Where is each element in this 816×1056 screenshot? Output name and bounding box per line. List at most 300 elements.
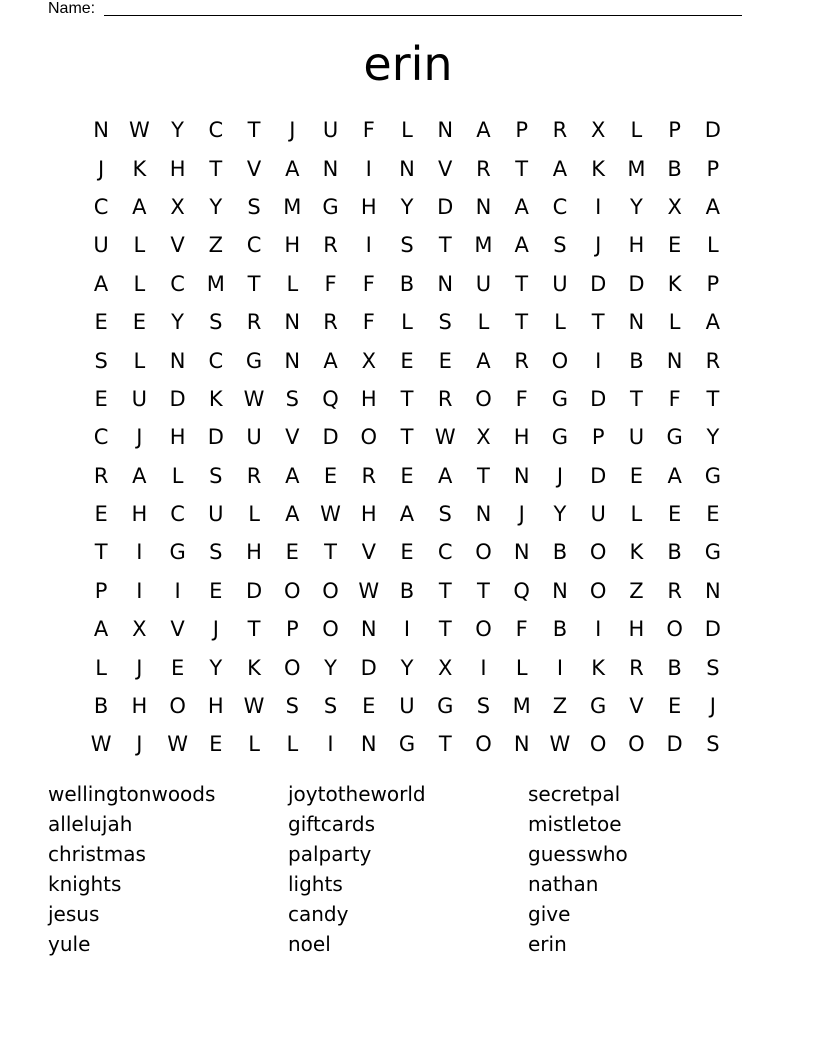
grid-letter: X [667,194,682,219]
grid-letter: T [438,617,452,642]
grid-letter: A [285,463,300,488]
grid-row [82,457,732,495]
grid-letter: D [207,425,224,450]
grid-letter: J [98,156,105,181]
grid-letter: N [169,348,186,373]
grid-letter: L [554,310,566,335]
grid-letter: D [590,463,607,488]
grid-letter: G [322,194,339,219]
grid-letter: W [90,732,112,757]
grid-letter: O [475,617,492,642]
grid-letter: Y [324,655,337,680]
grid-letter: L [248,502,260,527]
grid-letter: D [628,271,645,296]
grid-letter: E [209,578,223,603]
grid-letter: J [556,463,564,488]
grid-letter: C [208,118,224,143]
grid-letter: T [209,156,223,181]
grid-letter: R [667,578,682,603]
grid-letter: H [628,617,645,642]
grid-letter: D [704,118,721,143]
grid-letter: X [170,194,185,219]
grid-letter: O [284,578,301,603]
grid-letter: R [246,463,262,488]
grid-letter: T [247,617,261,642]
grid-letter: A [132,194,147,219]
grid-letter: C [437,540,453,565]
grid-row [82,188,732,226]
word-item: lights [288,871,343,896]
name-label: Name: [48,0,96,17]
grid-letter: T [515,310,529,335]
grid-letter: U [628,425,645,450]
grid-letter: E [400,540,414,565]
grid-letter: B [399,578,415,603]
grid-letter: A [285,156,300,181]
grid-letter: S [438,502,452,527]
grid-letter: C [170,502,185,527]
grid-letter: X [590,118,606,143]
grid-letter: B [667,655,682,680]
grid-letter: V [246,156,262,181]
grid-letter: T [247,271,261,296]
grid-letter: O [284,655,301,680]
grid-row [82,648,732,686]
grid-letter: S [553,233,567,258]
grid-letter: T [400,386,414,411]
grid-letter: I [556,655,564,680]
grid-letter: F [515,386,528,411]
grid-letter: A [323,348,338,373]
grid-letter: I [365,156,372,181]
grid-letter: G [551,386,569,411]
grid-letter: E [400,348,414,373]
grid-letter: R [93,463,109,488]
grid-letter: U [552,271,568,296]
grid-letter: G [704,540,721,565]
grid-letter: J [212,617,219,642]
grid-letter: I [136,540,143,565]
grid-letter: S [247,194,261,219]
grid-letter: L [133,233,146,258]
grid-letter: W [434,425,456,450]
grid-letter: T [706,386,720,411]
grid-letter: J [136,425,143,450]
grid-letter: F [668,386,681,411]
grid-letter: U [322,118,339,143]
grid-letter: O [475,732,492,757]
grid-letter: B [552,617,568,642]
grid-letter: G [245,348,263,373]
grid-letter: A [476,118,491,143]
grid-letter: K [629,540,644,565]
grid-letter: N [513,732,530,757]
grid-letter: H [131,502,148,527]
grid-letter: L [707,233,719,258]
grid-letter: J [595,233,602,258]
grid-letter: X [476,425,491,450]
grid-letter: E [706,502,720,527]
grid-letter: N [437,118,454,143]
grid-letter: E [438,348,452,373]
grid-letter: T [515,156,529,181]
grid-letter: H [284,233,301,258]
grid-row [82,265,732,303]
grid-letter: V [285,425,300,450]
grid-letter: P [591,425,605,450]
grid-letter: Y [629,194,643,219]
grid-letter: I [365,233,372,258]
grid-letter: P [515,118,529,143]
grid-letter: O [475,540,492,565]
word-item: mistletoe [528,811,622,836]
grid-letter: T [438,233,452,258]
grid-letter: A [476,348,491,373]
grid-letter: D [322,425,339,450]
grid-letter: A [667,463,682,488]
grid-row [82,226,732,264]
grid-letter: E [667,233,682,258]
grid-letter: N [284,310,301,335]
grid-letter: G [666,425,683,450]
grid-letter: O [666,617,683,642]
grid-letter: L [630,502,643,527]
grid-letter: O [169,694,186,719]
grid-letter: D [666,732,683,757]
grid-letter: Y [553,502,567,527]
grid-row [82,495,732,533]
grid-letter: O [475,386,492,411]
grid-letter: I [136,578,143,603]
grid-letter: N [284,348,301,373]
grid-letter: A [705,310,721,335]
word-item: allelujah [48,811,133,836]
grid-letter: F [362,118,375,143]
grid-letter: P [668,118,681,143]
grid-letter: G [437,694,454,719]
grid-letter: N [399,156,415,181]
grid-letter: A [552,156,568,181]
grid-letter: H [246,540,262,565]
grid-letter: S [285,386,299,411]
grid-letter: D [704,617,721,642]
grid-letter: V [438,156,453,181]
grid-letter: D [360,655,377,680]
grid-letter: W [358,578,380,603]
grid-letter: D [437,194,454,219]
grid-letter: T [629,386,643,411]
grid-letter: L [95,655,107,680]
grid-letter: C [93,194,109,219]
grid-letter: K [667,271,682,296]
grid-letter: S [400,233,414,258]
word-item: joytotheworld [288,782,426,806]
grid-letter: N [360,617,377,642]
grid-letter: O [322,617,339,642]
grid-letter: R [361,463,377,488]
grid-letter: T [400,425,414,450]
grid-letter: T [247,118,261,143]
puzzle-title: erin [363,37,453,91]
grid-letter: I [480,655,487,680]
grid-letter: C [208,348,224,373]
grid-row [82,303,732,341]
grid-letter: T [94,540,108,565]
grid-letter: W [320,502,341,527]
grid-row [82,610,732,648]
grid-letter: C [552,194,568,219]
grid-letter: A [93,617,109,642]
grid-letter: Z [552,694,568,719]
word-item: nathan [528,871,599,896]
word-column [528,780,768,959]
grid-letter: R [246,310,262,335]
grid-letter: S [209,463,223,488]
grid-letter: L [401,118,413,143]
grid-letter: G [169,540,186,565]
grid-letter: D [245,578,263,603]
grid-letter: R [437,386,453,411]
grid-letter: A [514,233,529,258]
grid-letter: B [667,540,682,565]
grid-letter: S [323,694,338,719]
grid-letter: R [629,655,644,680]
grid-letter: H [628,233,645,258]
grid-row [82,111,732,149]
grid-letter: H [131,694,148,719]
grid-letter: R [705,348,721,373]
grid-letter: A [438,463,453,488]
word-item: palparty [288,841,372,866]
grid-letter: L [477,310,490,335]
grid-letter: I [403,617,411,642]
grid-letter: C [170,271,185,296]
grid-letter: R [514,348,529,373]
grid-letter: B [629,348,644,373]
grid-letter: Y [209,655,223,680]
grid-letter: M [283,194,302,219]
grid-letter: P [94,578,108,603]
grid-letter: L [630,118,643,143]
grid-letter: S [438,310,452,335]
grid-letter: L [401,310,413,335]
grid-letter: O [628,732,645,757]
grid-letter: F [515,617,528,642]
grid-letter: G [398,732,416,757]
grid-letter: S [209,310,223,335]
grid-letter: A [93,271,109,296]
grid-letter: V [170,233,185,258]
grid-letter: L [133,271,146,296]
grid-letter: L [286,732,299,757]
grid-letter: G [590,694,607,719]
word-item: christmas [48,841,146,866]
grid-letter: J [136,732,143,757]
grid-letter: N [475,194,492,219]
grid-letter: V [170,617,185,642]
grid-letter: K [247,655,261,680]
grid-letter: S [94,348,108,373]
grid-letter: J [709,694,716,719]
grid-letter: E [170,655,185,680]
grid-letter: M [512,694,531,719]
grid-letter: U [208,502,224,527]
grid-letter: P [285,617,299,642]
grid-letter: S [476,694,491,719]
grid-letter: E [400,463,414,488]
grid-row [82,687,732,725]
grid-letter: B [399,271,415,296]
grid-letter: H [360,194,377,219]
grid-letter: A [705,194,721,219]
grid-letter: F [362,271,375,296]
grid-letter: S [706,655,720,680]
grid-letter: E [629,463,644,488]
grid-letter: U [131,386,148,411]
grid-letter: L [515,655,528,680]
grid-letter: O [589,540,607,565]
word-item: secretpal [528,782,621,806]
word-item: candy [288,901,349,926]
grid-letter: V [629,694,644,719]
grid-letter: E [667,694,682,719]
grid-letter: L [171,463,184,488]
grid-letter: E [132,310,146,335]
grid-letter: N [475,502,492,527]
grid-letter: V [361,540,376,565]
grid-letter: R [552,118,568,143]
grid-letter: X [361,348,376,373]
grid-letter: Y [706,425,720,450]
grid-letter: S [209,540,223,565]
grid-letter: Q [513,578,530,603]
grid-letter: N [705,578,721,603]
grid-letter: T [324,540,337,565]
grid-letter: R [323,233,338,258]
grid-letter: I [174,578,181,603]
word-item: jesus [48,901,100,926]
grid-letter: E [94,310,108,335]
grid-letter: T [477,463,490,488]
grid-letter: E [94,386,108,411]
grid-letter: I [595,348,602,373]
grid-letter: E [362,694,376,719]
grid-letter: T [438,578,452,603]
grid-letter: T [515,271,529,296]
grid-letter: P [706,156,720,181]
grid-letter: W [167,732,188,757]
grid-letter: T [477,578,490,603]
grid-letter: O [589,578,607,603]
grid-letter: I [327,732,334,757]
grid-letter: U [246,425,262,450]
grid-letter: G [704,463,721,488]
grid-letter: N [628,310,645,335]
grid-row [82,725,732,763]
grid-letter: M [627,156,646,181]
grid-letter: I [595,617,602,642]
grid-letter: O [322,578,339,603]
grid-letter: W [243,694,265,719]
grid-letter: W [243,386,265,411]
grid-letter: D [590,271,607,296]
grid-letter: Y [400,655,414,680]
grid-row [82,149,732,187]
grid-letter: E [94,502,108,527]
grid-letter: N [552,578,568,603]
grid-letter: F [362,310,375,335]
grid-letter: O [551,348,569,373]
grid-letter: E [323,463,338,488]
grid-letter: E [285,540,299,565]
grid-letter: N [666,348,683,373]
grid-row [82,533,732,571]
grid-letter: T [438,732,452,757]
grid-letter: U [399,694,415,719]
grid-letter: O [360,425,378,450]
grid-letter: R [476,156,491,181]
word-item: giftcards [288,811,376,836]
grid-letter: K [208,386,223,411]
grid-letter: U [475,271,492,296]
grid-letter: R [323,310,338,335]
grid-letter: K [591,156,606,181]
grid-letter: H [169,156,186,181]
grid-letter: H [207,694,224,719]
grid-letter: H [360,386,377,411]
grid-letter: I [595,194,602,219]
grid-letter: Y [171,118,184,143]
grid-row [82,418,732,456]
grid-letter: H [360,502,377,527]
word-item: yule [48,931,91,956]
grid-letter: L [248,732,260,757]
grid-letter: Y [171,310,184,335]
grid-letter: M [474,233,493,258]
grid-letter: B [552,540,568,565]
grid-letter: H [513,425,530,450]
word-column [48,780,288,959]
grid-letter: N [322,156,339,181]
grid-letter: W [128,118,150,143]
grid-letter: N [513,463,530,488]
word-item: wellingtonwoods [48,782,216,806]
grid-letter: X [132,617,147,642]
grid-row [82,572,732,610]
grid-letter: D [169,386,186,411]
grid-letter: A [399,502,415,527]
word-column [288,780,528,959]
grid-letter: A [285,502,300,527]
grid-letter: U [590,502,606,527]
grid-letter: Z [208,233,224,258]
grid-letter: A [132,463,147,488]
grid-letter: E [209,732,223,757]
grid-letter: O [589,732,607,757]
grid-letter: B [93,694,109,719]
grid-letter: N [437,271,454,296]
grid-letter: B [667,156,682,181]
grid-letter: G [551,425,569,450]
grid-letter: S [706,732,720,757]
grid-letter: L [133,348,146,373]
grid-letter: L [668,310,681,335]
word-bank [48,780,768,959]
word-item: noel [288,931,331,956]
grid-letter: D [590,386,607,411]
word-item: knights [48,871,122,896]
grid-letter: Y [209,194,223,219]
